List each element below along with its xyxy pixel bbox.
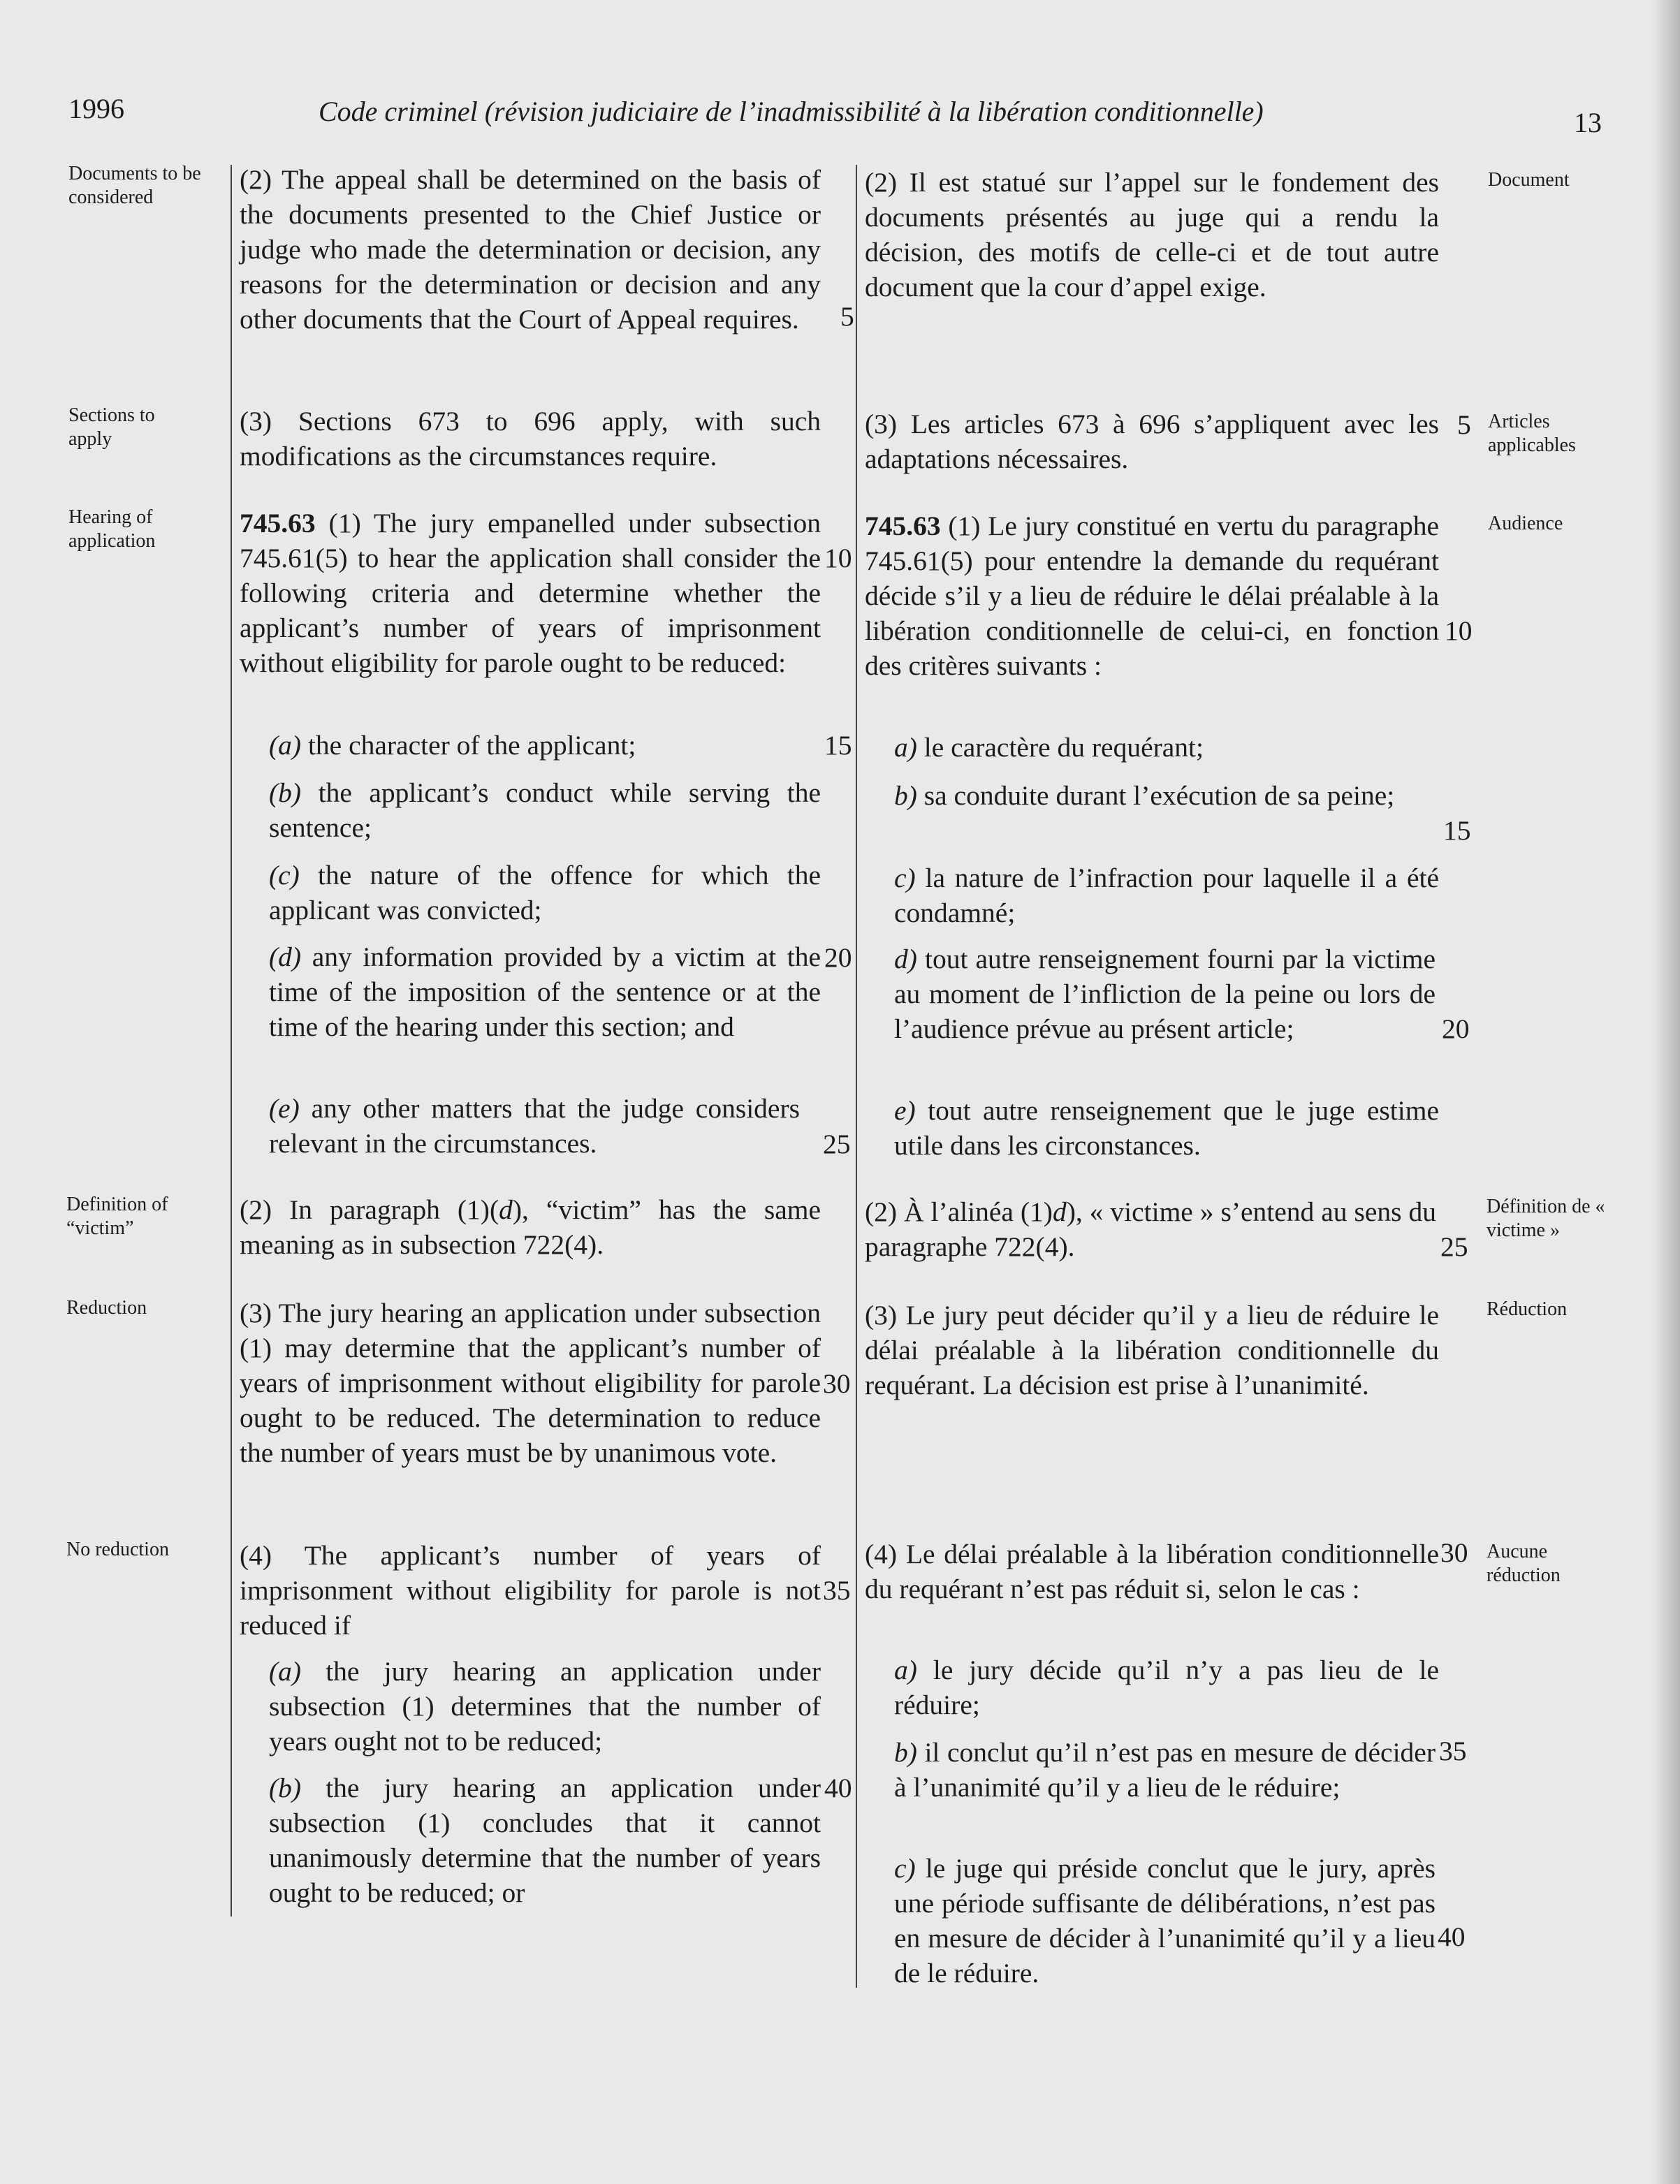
french-column-rule [856,165,857,1988]
fr-para-c: c) la nature de l’infraction pour laquelle il a été condamné; [894,863,1439,928]
en-line-number: 5 [840,301,854,332]
margin-note-documents: Documents to be considered [68,163,201,208]
section-number: 745.63 [865,511,941,541]
en-subsection-3: (3) Sections 673 to 696 apply, with such modifications as the circumstances require. [240,406,821,471]
en-line-number: 10 [824,543,852,573]
page-year: 1996 [68,93,124,124]
fr-para-b: b) sa conduite durant l’exécution de sa peine; [894,780,1395,811]
fr-line-number: 5 [1457,409,1471,440]
en-line-number: 35 [823,1575,851,1606]
running-title: Code criminel (révision judiciaire de l’inadmissibilité à la libération conditionnelle) [319,96,1264,127]
en-line-number: 25 [823,1129,851,1159]
fr-line-number: 15 [1443,815,1471,846]
fr-subsection-no-reduction: (4) Le délai préalable à la libération conditionnelle du requérant n’est pas réduit si, selon le cas : [865,1539,1439,1604]
margin-note-sections: Sections to apply [68,404,155,450]
page-edge-shadow [1652,0,1680,2184]
en-line-number: 40 [824,1773,852,1803]
fr-line-number: 30 [1440,1537,1468,1568]
en-subsection-reduction: (3) The jury hearing an application under subsection (1) may determine that the applicant’s number of years of imprisonment without eligibility for parole ought to be reduced. The determination to reduce the number of years must be by unanimous vote. [240,1298,821,1468]
en-line-number: 15 [824,730,852,761]
fr-line-number: 25 [1440,1231,1468,1262]
page-number: 13 [1574,107,1602,138]
margin-note-victime-fr: Définition de « victime » [1487,1196,1605,1241]
fr-line-number: 20 [1442,1013,1470,1044]
fr-section-745-63: 745.63 (1) Le jury constitué en vertu du paragraphe 745.61(5) pour entendre la demande du requérant décide s’il y a lieu de réduire le délai préalable à la libération conditionnelle de celui-ci, en fonction des critères suivants : [865,511,1439,681]
english-column-rule [231,165,232,1917]
en-subsection-no-reduction: (4) The applicant’s number of years of imprisonment without eligibility for parole is not reduced if [240,1540,821,1641]
en-no-reduction-b: (b) the jury hearing an application under subsection (1) concludes that it cannot unanimously determine that the number of years ought to be reduced; or [269,1773,821,1908]
en-line-number: 30 [823,1368,851,1399]
en-section-745-63: 745.63 (1) The jury empanelled under subsection 745.61(5) to hear the application shall consider the following criteria and determine whether the applicant’s number of years of imprisonment without eligibility for parole ought to be reduced: [240,508,821,678]
margin-note-reduction: Reduction [66,1297,147,1319]
fr-para-e: e) tout autre renseignement que le juge estime utile dans les circonstances. [894,1095,1439,1161]
en-line-number: 20 [824,942,852,973]
en-subsection-2: (2) The appeal shall be determined on the basis of the documents presented to the Chief Justice or judge who made the determination or decision, any reasons for the determination or decision and any other documents that the Court of Appeal requires. [240,164,821,335]
margin-note-no-reduction: No reduction [66,1539,169,1560]
en-para-b: (b) the applicant’s conduct while serving the sentence; [269,777,821,843]
section-number: 745.63 [240,508,316,538]
en-para-e: (e) any other matters that the judge considers relevant in the circumstances. [269,1093,800,1159]
fr-no-reduction-a: a) le jury décide qu’il n’y a pas lieu de le réduire; [894,1655,1439,1720]
fr-para-d: d) tout autre renseignement fourni par la victime au moment de l’infliction de la peine ou lors de l’audience prévue au présent article; [894,944,1436,1044]
fr-para-a: a) le caractère du requérant; [894,732,1204,763]
en-para-a: (a) the character of the applicant; [269,730,636,761]
margin-note-hearing: Hearing of application [68,506,156,552]
en-definition-victim: (2) In paragraph (1)(d), “victim” has the same meaning as in subsection 722(4). [240,1194,821,1260]
en-para-d: (d) any information provided by a victim at the time of the imposition of the sentence or at the time of the hearing under this section; and [269,941,821,1042]
margin-note-articles-fr: Articles applicables [1488,411,1576,456]
fr-subsection-reduction: (3) Le jury peut décider qu’il y a lieu de réduire le délai préalable à la libération conditionnelle du requérant. La décision est prise à l’unanimité. [865,1300,1439,1400]
fr-no-reduction-b: b) il conclut qu’il n’est pas en mesure de décider à l’unanimité qu’il y a lieu de le réduire; [894,1737,1436,1803]
margin-note-victim: Definition of “victim” [66,1194,168,1239]
margin-note-reduction-fr: Réduction [1487,1298,1568,1320]
fr-definition-victime: (2) À l’alinéa (1)d), « victime » s’entend au sens du paragraphe 722(4). [865,1196,1436,1262]
fr-line-number: 35 [1439,1736,1467,1766]
margin-note-audience-fr: Audience [1488,513,1563,534]
en-no-reduction-a: (a) the jury hearing an application under subsection (1) determines that the number of years ought not to be reduced; [269,1656,821,1757]
fr-line-number: 40 [1438,1921,1466,1952]
fr-line-number: 10 [1445,615,1473,646]
fr-subsection-3: (3) Les articles 673 à 696 s’appliquent avec les adaptations nécessaires. [865,409,1439,474]
margin-note-document-fr: Document [1488,169,1570,191]
margin-note-aucune-fr: Aucune réduction [1487,1541,1561,1586]
fr-subsection-2: (2) Il est statué sur l’appel sur le fondement des documents présentés au juge qui a rendu la décision, des motifs de celle-ci et de tout autre document que la cour d’appel exige. [865,167,1439,302]
fr-no-reduction-c: c) le juge qui préside conclut que le jury, après une période suffisante de délibérations, n’est pas en mesure de décider à l’unanimité qu’il y a lieu de le réduire. [894,1853,1436,1988]
en-para-c: (c) the nature of the offence for which the applicant was convicted; [269,860,821,925]
